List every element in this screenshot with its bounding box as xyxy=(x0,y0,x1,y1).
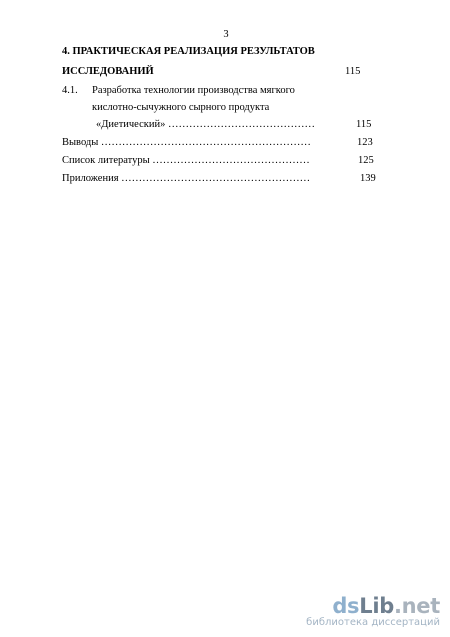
page-number: 3 xyxy=(223,29,229,40)
toc-entry-conclusions: Выводы …………………………………………………… xyxy=(62,137,311,148)
toc-entry-appendices: Приложения ……………………………………………… xyxy=(62,173,311,184)
watermark-tagline: библиотека диссертаций xyxy=(306,617,440,628)
watermark xyxy=(306,595,440,629)
subsection-4-1-number: 4.1. xyxy=(62,85,78,96)
subsection-4-1-title-line-3: «Диетический» …………………………………… xyxy=(96,119,315,130)
toc-entry-appendices-page: 139 xyxy=(360,173,376,184)
section-4-page: 115 xyxy=(345,66,361,77)
toc-entry-references-page: 125 xyxy=(358,155,374,166)
section-4-title-line-2: ИССЛЕДОВАНИЙ xyxy=(62,66,154,77)
section-4-title-line-1: 4. ПРАКТИЧЕСКАЯ РЕАЛИЗАЦИЯ РЕЗУЛЬТАТОВ xyxy=(62,46,315,57)
subsection-4-1-title-line-1: Разработка технологии производства мягкого xyxy=(92,85,295,96)
toc-entry-conclusions-page: 123 xyxy=(357,137,373,148)
subsection-4-1-title-line-2: кислотно-сычужного сырного продукта xyxy=(92,102,270,113)
watermark-logo: dsLib.net xyxy=(332,594,440,618)
toc-entry-references: Список литературы ……………………………………… xyxy=(62,155,310,166)
subsection-4-1-page: 115 xyxy=(356,119,372,130)
